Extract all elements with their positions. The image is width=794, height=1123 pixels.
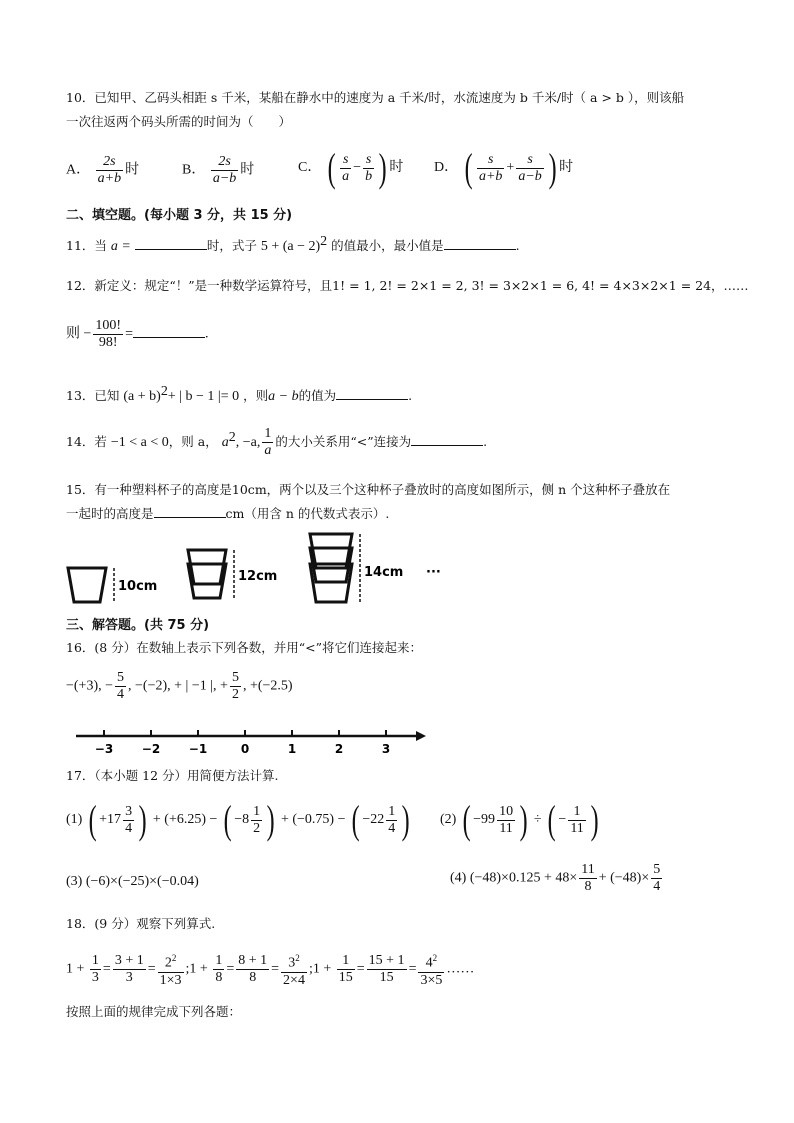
number-line-tick-label: −1 xyxy=(188,742,208,756)
q13-tail: 的值为 xyxy=(298,388,337,404)
q11-blank2[interactable] xyxy=(444,237,516,250)
option-c: C． ( $\frac{s}{a}$ − $\frac{s}{b}$ ) 时 xyxy=(298,145,404,190)
option-b-den: a−b xyxy=(212,171,237,186)
option-b-unit: 时 xyxy=(240,162,255,178)
q16-text: 16．(8 分）在数轴上表示下列各数，并用“<”将它们连接起来： xyxy=(66,640,422,655)
cup-stack-3 xyxy=(310,534,352,602)
option-a-unit: 时 xyxy=(125,162,140,178)
cup-label-1: 10cm xyxy=(118,579,158,594)
q12-eq: = xyxy=(125,326,133,342)
q14-prefix: 14．若 xyxy=(66,434,107,449)
section-3-heading: 三、解答题。(共 75 分) xyxy=(66,618,210,633)
number-line-arrow-icon xyxy=(416,731,426,741)
q12-pre: 则 − xyxy=(66,326,92,342)
q16-n1: 5 xyxy=(117,670,125,685)
q10-line1: 10．已知甲、乙码头相距 s 千米，某船在静水中的速度为 a 千米/时，水流速度为 b 千米/时（ a > b ），则该船 xyxy=(66,90,685,105)
number-line-tick-label: 0 xyxy=(240,742,250,756)
q14-tail: 的大小关系用“<”连接为 xyxy=(275,434,412,449)
q11-end: . xyxy=(515,238,520,254)
q11 xyxy=(66,232,520,257)
q17-part4: (4) (−48)×0.125 + 48× $\frac{11}{8}$ + (−48)× $\frac{5}{4}$ xyxy=(450,862,661,894)
q17-p3-expr: (−6)×(−25)×(−0.04) xyxy=(85,874,199,889)
option-a-num: 2s xyxy=(96,154,123,171)
q12-line1: 12．新定义：规定“！”是一种数学运算符号，且1! = 1, 2! = 2×1 = 2, 3! = 3×2×1 = 6, 4! = 4×3×2×1 = 24，…… xyxy=(66,278,749,293)
option-c-op: − xyxy=(353,160,362,176)
q14-a: a xyxy=(221,435,229,450)
option-d-n2: s xyxy=(516,152,543,169)
q13-end: . xyxy=(408,388,413,404)
q11-mid: 时，式子 xyxy=(206,238,257,254)
q17-part2: (2) ( −99 $\frac{10}{11}$ ) ÷ ( − $\frac{1}{11}$ ) xyxy=(440,797,599,842)
option-d-frac1 xyxy=(477,152,504,185)
option-a xyxy=(66,154,139,187)
q16-part2: , −(−2), + | −1 |, + xyxy=(128,678,228,694)
option-a-den: a+b xyxy=(97,171,122,186)
option-b-num: 2s xyxy=(211,154,238,171)
q14-den: a xyxy=(264,443,272,458)
q17-p4-label: (4) xyxy=(450,870,467,886)
q12-end: . xyxy=(204,326,209,342)
q14-cond: −1 < a < 0 xyxy=(110,435,169,450)
q17-p3-label: (3) xyxy=(66,874,83,889)
option-a-fraction xyxy=(96,154,123,187)
option-d: D． ( $\frac{s}{a+b}$ + $\frac{s}{a-b}$ ) 时 xyxy=(434,145,574,190)
option-b-label: B． xyxy=(182,162,206,178)
q18-tail: 按照上面的规律完成下列各题： xyxy=(66,1004,242,1019)
number-line[interactable] xyxy=(74,722,434,758)
q11-var: a = xyxy=(110,239,131,255)
q13-var: a − b xyxy=(268,389,299,405)
q11-prefix: 11．当 xyxy=(66,238,107,254)
q17-p1-label: (1) xyxy=(66,812,83,828)
q14-fraction xyxy=(262,426,273,459)
number-line-tick-label: 3 xyxy=(381,742,391,756)
q13-expr2: + | b − 1 |= 0 xyxy=(167,389,240,405)
q12-blank[interactable] xyxy=(133,325,205,338)
option-d-label: D． xyxy=(434,160,459,176)
option-c-d2: b xyxy=(365,168,373,184)
q12-line2 xyxy=(66,318,208,351)
q16-part1: −(+3), − xyxy=(66,678,114,694)
q12-den: 98! xyxy=(98,335,118,350)
q15-line2-prefix: 一起时的高度是 xyxy=(66,506,154,521)
number-line-tick-label: 1 xyxy=(287,742,297,756)
q15-line1: 15．有一种塑料杯子的高度是10cm，两个以及三个这种杯子叠放时的高度如图所示，侧 n 个这种杯子叠放在 xyxy=(66,482,671,497)
q11-tail: 的值最小，最小值是 xyxy=(331,238,444,254)
q11-blank1[interactable] xyxy=(135,237,207,250)
q14-end: . xyxy=(483,434,488,449)
number-line-tick-label: −3 xyxy=(94,742,114,756)
q13-prefix: 13．已知 xyxy=(66,388,120,404)
option-d-d2: a−b xyxy=(518,168,542,184)
q11-expr: 5 + (a − 2) xyxy=(260,239,321,255)
q13 xyxy=(66,382,412,407)
option-d-n1: s xyxy=(477,152,504,169)
option-d-op: + xyxy=(506,160,515,176)
number-line-tick-label: 2 xyxy=(334,742,344,756)
cup-dots: ··· xyxy=(426,565,441,580)
number-line-tick-label: −2 xyxy=(141,742,161,756)
q11-sup: 2 xyxy=(320,234,328,249)
q18-formula: 1 + $\frac{1}{3}$ = $\frac{3 + 1}{3}$ = $\frac{2^2}{1\times 3}$ ;1 + $\frac{1}{8}$ = $\frac{8 + 1}{8}$ = $\frac{3^2}{2\times 4}$ ;1 + $\frac{1}{15}$ = $\frac{15 + 1}{15}$ = $\frac{4^2}{3\times 5}$ …… xyxy=(66,950,474,989)
q13-expr: (a + b) xyxy=(123,389,161,405)
q10-line2: 一次往返两个码头所需的时间为（ ） xyxy=(66,114,292,129)
cup-stack-2 xyxy=(188,550,226,598)
q17-title: 17．（本小题 12 分）用简便方法计算. xyxy=(66,768,279,783)
cup-label-2: 12cm xyxy=(238,569,278,584)
option-a-label: A． xyxy=(66,162,91,178)
q16-part3: , +(−2.5) xyxy=(242,678,293,694)
option-b-fraction xyxy=(211,154,238,187)
q17-part1: (1) ( +17 $\frac{3}{4}$ ) + (+6.25) − ( −8 $\frac{1}{2}$ ) + (−0.75) − ( −22 $\frac{1}{4}$ ) xyxy=(66,797,410,842)
q14-blank[interactable] xyxy=(411,433,483,446)
q16-d2: 2 xyxy=(231,687,239,702)
q17-part3 xyxy=(66,872,199,892)
q12-num: 100! xyxy=(95,318,122,333)
option-d-frac2 xyxy=(516,152,543,185)
option-d-unit: 时 xyxy=(559,160,574,176)
option-b xyxy=(182,154,254,187)
q15-line2 xyxy=(66,504,389,524)
q13-blank[interactable] xyxy=(336,387,408,400)
q14-num: 1 xyxy=(264,426,272,441)
q16-n2: 5 xyxy=(231,670,239,685)
number-line-ticks xyxy=(95,730,390,756)
q13-mid: ，则 xyxy=(243,388,269,404)
q15-line2-tail: cm（用含 n 的代数式表示）. xyxy=(225,506,390,521)
option-c-n2: s xyxy=(363,152,374,169)
q16-frac2 xyxy=(230,670,241,703)
q14-mid: ，则 a， xyxy=(168,434,218,449)
cups-figure xyxy=(62,530,462,610)
option-c-unit: 时 xyxy=(389,160,404,176)
option-d-d1: a+b xyxy=(478,168,503,184)
q16-numbers xyxy=(66,670,293,703)
q17-p2-label: (2) xyxy=(440,812,457,828)
q13-sup: 2 xyxy=(160,384,168,399)
q14-sup: 2 xyxy=(228,429,236,445)
q15-blank[interactable] xyxy=(154,505,226,518)
q16-d1: 4 xyxy=(117,687,125,702)
option-c-frac2 xyxy=(363,152,374,185)
q14-list: , −a, xyxy=(235,435,261,450)
q18-title: 18．(9 分）观察下列算式. xyxy=(66,916,216,931)
cup-label-3: 14cm xyxy=(364,565,404,580)
option-c-d1: a xyxy=(342,168,350,184)
q12-fraction xyxy=(93,318,123,351)
q16-frac1 xyxy=(115,670,126,703)
option-c-n1: s xyxy=(340,152,351,169)
q10-options xyxy=(66,145,726,192)
section-2-heading: 二、填空题。(每小题 3 分，共 15 分) xyxy=(66,208,293,223)
option-c-frac1 xyxy=(340,152,351,185)
option-c-label: C． xyxy=(298,160,322,176)
q14 xyxy=(66,426,487,459)
cup-stack-1 xyxy=(68,568,106,602)
